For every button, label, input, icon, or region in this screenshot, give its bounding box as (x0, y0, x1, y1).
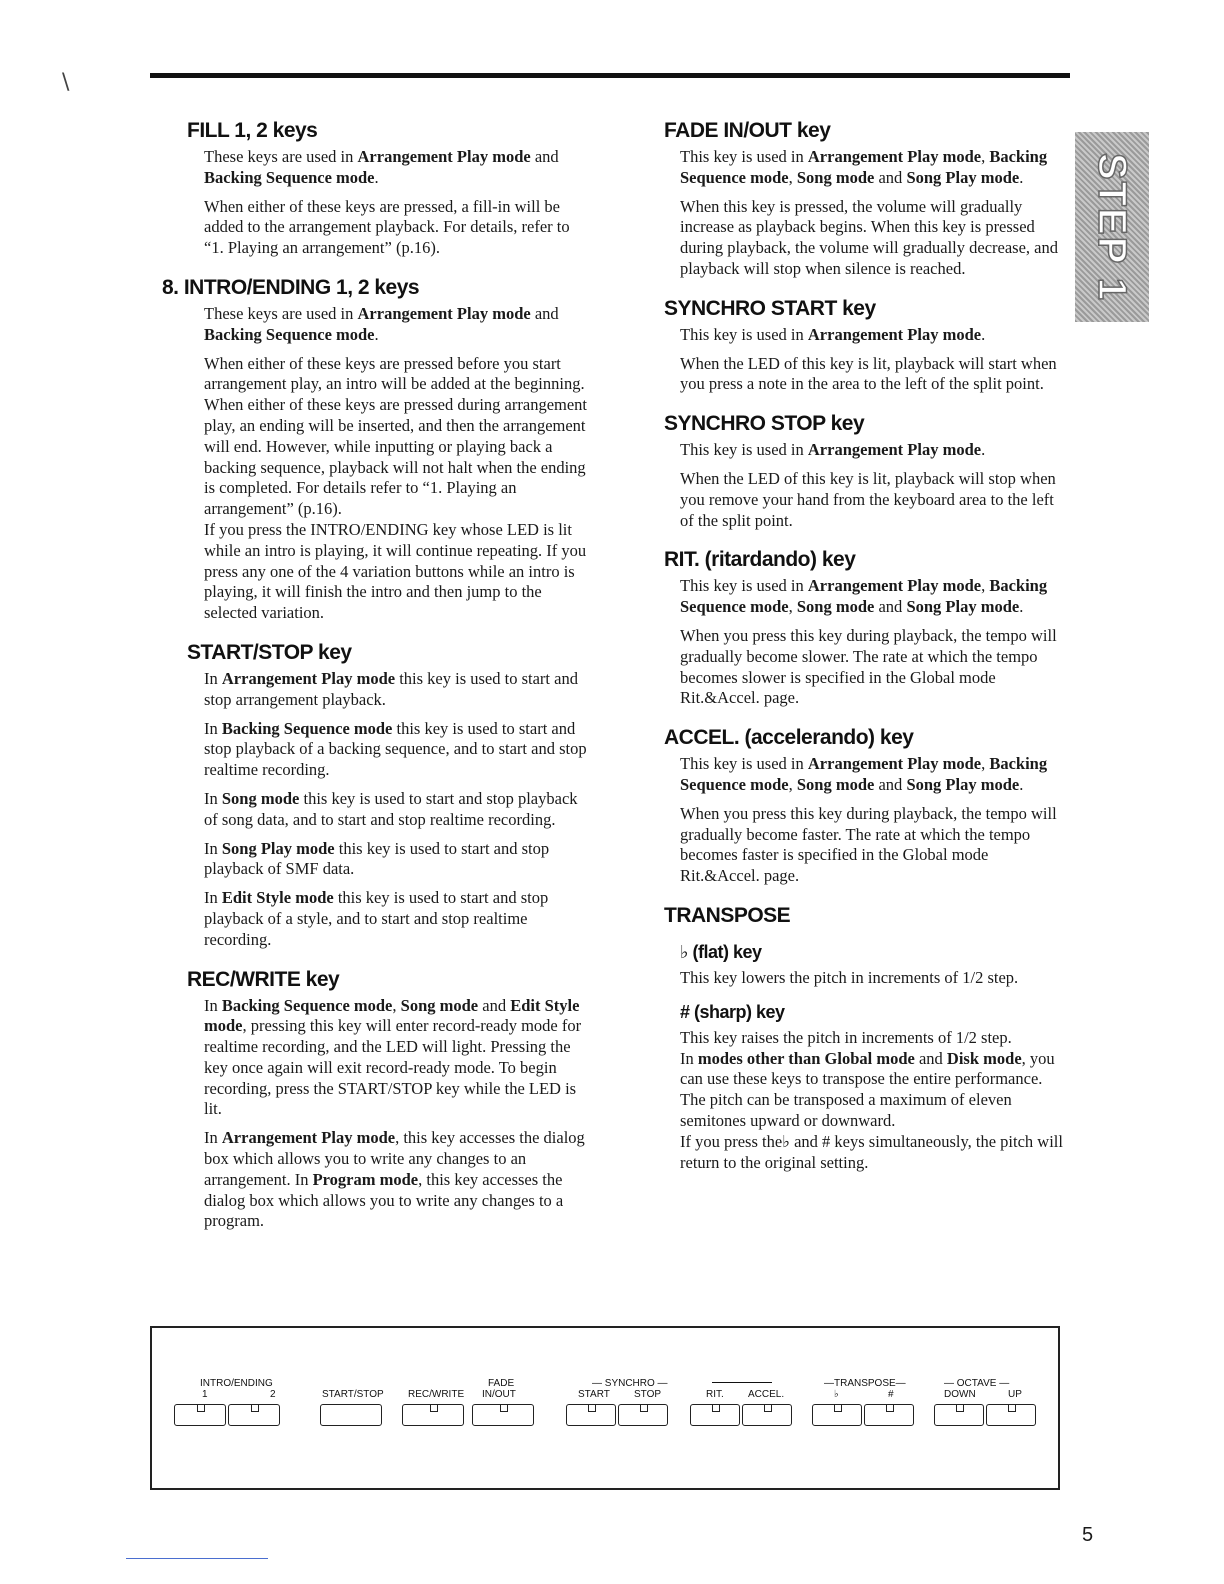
transpose-flat-label: ♭ (834, 1389, 839, 1400)
bold-term: Arrangement Play mode (807, 576, 982, 596)
sharp-p: This key raises the pitch in increments of 1/2 step. (680, 1027, 1012, 1047)
fill-section (162, 118, 592, 259)
transpose-sharp-key (864, 1404, 914, 1426)
bold-term: Song mode (400, 995, 479, 1015)
transpose-heading: TRANSPOSE (664, 903, 791, 927)
intro-p3: If you press the INTRO/ENDING key whose LED is lit while an intro is playing, it will continue repeating. If you press any one of the 4 variation buttons while an intro is playing, it will finish the intro and then jump to the selected variation. (204, 519, 587, 623)
rit-section (664, 547, 1064, 709)
bold-term: Backing Sequence mode (204, 167, 375, 187)
bold-term: Edit Style mode (221, 888, 334, 908)
top-rule (150, 73, 1070, 78)
bold-term: Arrangement Play mode (221, 668, 396, 688)
bold-term: Backing Sequence mode (680, 147, 1048, 187)
synchro-label: — SYNCHRO — (592, 1378, 668, 1389)
bold-term: Backing Sequence mode (680, 576, 1048, 617)
fade-p1: This key is used in Arrangement Play mode, Backing Sequence mode, Song mode and Song Play mode. (680, 147, 1048, 187)
bold-term: Song Play mode (906, 597, 1020, 617)
intro-heading: 8. INTRO/ENDING 1, 2 keys (162, 275, 420, 299)
synchro-start-key (566, 1404, 616, 1426)
fade-label: FADE (488, 1378, 515, 1389)
fill-p1: These keys are used in Arrangement Play mode and Backing Sequence mode. (204, 147, 559, 187)
transpose-label: —TRANSPOSE— (824, 1378, 906, 1389)
synchrostart-p2: When the LED of this key is lit, playback will start when you press a note in the area to the left of the split point. (680, 353, 1057, 394)
bold-term: Song Play mode (221, 838, 335, 858)
start-stop-key (320, 1404, 382, 1426)
intro-ending-1-label: 1 (202, 1389, 208, 1400)
bold-term: Song mode (796, 774, 875, 794)
bold-term: Backing Sequence mode (204, 324, 375, 344)
intro-section (162, 275, 592, 624)
fade-section (664, 118, 1064, 280)
transpose-sharp-label: # (888, 1389, 894, 1400)
startstop-p4: In Song Play mode this key is used to start and stop playback of SMF data. (204, 838, 550, 879)
bold-term: Arrangement Play mode (807, 324, 982, 344)
rit-key (690, 1404, 740, 1426)
bold-term: Backing Sequence mode (221, 995, 393, 1015)
intro-ending-2-key (228, 1404, 280, 1426)
transpose-section (664, 903, 1064, 1173)
flat-heading: ♭ (flat) key (680, 941, 762, 962)
synchrostop-p2: When the LED of this key is lit, playback will stop when you remove your hand from the keyboard area to the left of the split point. (680, 468, 1056, 530)
corner-mark: \ (62, 70, 70, 95)
intro-p2: When either of these keys are pressed before you start arrangement play, an intro will be added at the beginning. When either of these keys are pressed during arrangement play, an ending will be inserted, and then the arrangement will end. However, while inputting or playing back a backing sequence, playback will not halt when the ending is completed. For details refer to “1. Playing an arrangement” (p.16). (204, 353, 588, 519)
startstop-heading: START/STOP key (187, 640, 352, 664)
rec-write-label: REC/WRITE (408, 1389, 465, 1400)
fade-heading: FADE IN/OUT key (664, 119, 831, 142)
recwrite-p1: In Backing Sequence mode, Song mode and Edit Style mode, pressing this key will enter record-ready mode for realtime recording, and the LED will light. Pressing the key once again will exit record-ready mode. To begin recording, press the START/STOP key while the LED is lit. (204, 995, 582, 1119)
bold-term: Song mode (221, 788, 300, 808)
bold-term: Backing Sequence mode (680, 754, 1048, 794)
synchro-start-label: START (578, 1389, 610, 1400)
step-tab-label: STEP 1 (1090, 152, 1135, 302)
bold-term: Song Play mode (906, 774, 1020, 794)
octave-down-label: DOWN (944, 1389, 976, 1400)
rit-accel-rule (712, 1382, 772, 1383)
right-column (664, 118, 1064, 1189)
page-number: 5 (1082, 1524, 1094, 1546)
startstop-p2: In Backing Sequence mode this key is used to start and stop playback of a backing sequence, and to start and stop realtime recording. (204, 718, 587, 780)
synchrostart-section (664, 296, 1064, 395)
rit-p1: This key is used in Arrangement Play mode, Backing Sequence mode, Song mode and Song Play mode. (680, 576, 1048, 617)
startstop-p3: In Song mode this key is used to start and stop playback of song data, and to start and stop realtime recording. (204, 788, 578, 829)
flat-p: This key lowers the pitch in increments of 1/2 step. (680, 967, 1019, 987)
octave-down-key (934, 1404, 984, 1426)
startstop-p1: In Arrangement Play mode this key is used to start and stop arrangement playback. (204, 668, 578, 709)
transpose-p4: If you press the♭ and # keys simultaneously, the pitch will return to the original setting. (680, 1131, 1063, 1172)
intro-ending-2-label: 2 (270, 1389, 276, 1400)
octave-up-label: UP (1008, 1389, 1022, 1400)
rit-label: RIT. (706, 1389, 724, 1400)
recwrite-heading: REC/WRITE key (187, 967, 340, 991)
intro-p1: These keys are used in Arrangement Play mode and Backing Sequence mode. (204, 303, 559, 344)
bold-term: Song mode (796, 597, 875, 617)
synchro-stop-key (618, 1404, 668, 1426)
fade-key (472, 1404, 534, 1426)
synchrostop-section (664, 411, 1064, 531)
bold-term: Arrangement Play mode (221, 1128, 396, 1148)
startstop-section (162, 640, 592, 951)
accel-p2: When you press this key during playback, the tempo will gradually become faster. The rate at which the tempo becomes faster is specified in the Global mode Rit.&Accel. page. (680, 803, 1057, 886)
bold-term: Edit Style mode (204, 995, 580, 1036)
intro-ending-1-key (174, 1404, 226, 1426)
accel-heading: ACCEL. (accelerando) key (664, 726, 914, 750)
accel-p1: This key is used in Arrangement Play mode, Backing Sequence mode, Song mode and Song Play mode. (680, 754, 1048, 794)
left-column (162, 118, 592, 1248)
accel-section (664, 725, 1064, 887)
bold-term: Arrangement Play mode (807, 440, 982, 460)
fade-sub-label: IN/OUT (482, 1389, 516, 1400)
bold-term: Arrangement Play mode (807, 147, 982, 166)
recwrite-section (162, 967, 592, 1233)
transpose-flat-key (812, 1404, 862, 1426)
bold-term: Arrangement Play mode (357, 303, 531, 323)
bottom-link-line (126, 1558, 268, 1559)
accel-label: ACCEL. (748, 1389, 785, 1400)
start-stop-label: START/STOP (322, 1389, 384, 1400)
bold-term: Disk mode (946, 1048, 1022, 1068)
rit-p2: When you press this key during playback, the tempo will gradually become slower. The rate at which the tempo becomes slower is specified in the Global mode Rit.&Accel. page. (680, 625, 1057, 708)
rec-write-key (402, 1404, 464, 1426)
bold-term: Song Play mode (906, 167, 1020, 187)
bold-term: Arrangement Play mode (807, 754, 982, 774)
sharp-heading: # (sharp) key (680, 1001, 785, 1022)
bold-term: Program mode (312, 1169, 419, 1189)
synchrostop-heading: SYNCHRO STOP key (664, 412, 865, 436)
bold-term: Arrangement Play mode (357, 147, 531, 166)
step-tab (1075, 132, 1149, 322)
intro-ending-label: INTRO/ENDING (200, 1378, 273, 1389)
synchro-stop-label: STOP (634, 1389, 662, 1400)
control-panel-diagram (150, 1326, 1060, 1490)
synchrostart-p1: This key is used in Arrangement Play mode. (680, 324, 986, 344)
bold-term: Song mode (796, 167, 875, 187)
bold-term: modes other than Global mode (697, 1048, 915, 1068)
recwrite-p2: In Arrangement Play mode, this key accesses the dialog box which allows you to write any changes to an arrangement. In Program mode, this key accesses the dialog box which allows you to write any changes to a program. (204, 1128, 585, 1231)
octave-label: — OCTAVE — (944, 1378, 1010, 1389)
fade-p2: When this key is pressed, the volume will gradually increase as playback begins. When this key is pressed during playback, the volume will gradually decrease, and playback will stop when silence is reached. (680, 196, 1058, 278)
rit-heading: RIT. (ritardando) key (664, 548, 856, 572)
accel-key (742, 1404, 792, 1426)
fill-p2: When either of these keys are pressed, a fill-in will be added to the arrangement playback. For details, refer to “1. Playing an arrangement” (p.16). (204, 196, 570, 258)
synchrostop-p1: This key is used in Arrangement Play mode. (680, 440, 986, 460)
octave-up-key (986, 1404, 1036, 1426)
synchrostart-heading: SYNCHRO START key (664, 296, 876, 320)
transpose-p3: In modes other than Global mode and Disk mode, you can use these keys to transpose the entire performance. The pitch can be transposed a maximum of eleven semitones upward or downward. (680, 1048, 1055, 1130)
fill-heading: FILL 1, 2 keys (187, 119, 318, 142)
bold-term: Backing Sequence mode (221, 718, 393, 738)
startstop-p5: In Edit Style mode this key is used to start and stop playback of a style, and to start and stop realtime recording. (204, 888, 549, 949)
